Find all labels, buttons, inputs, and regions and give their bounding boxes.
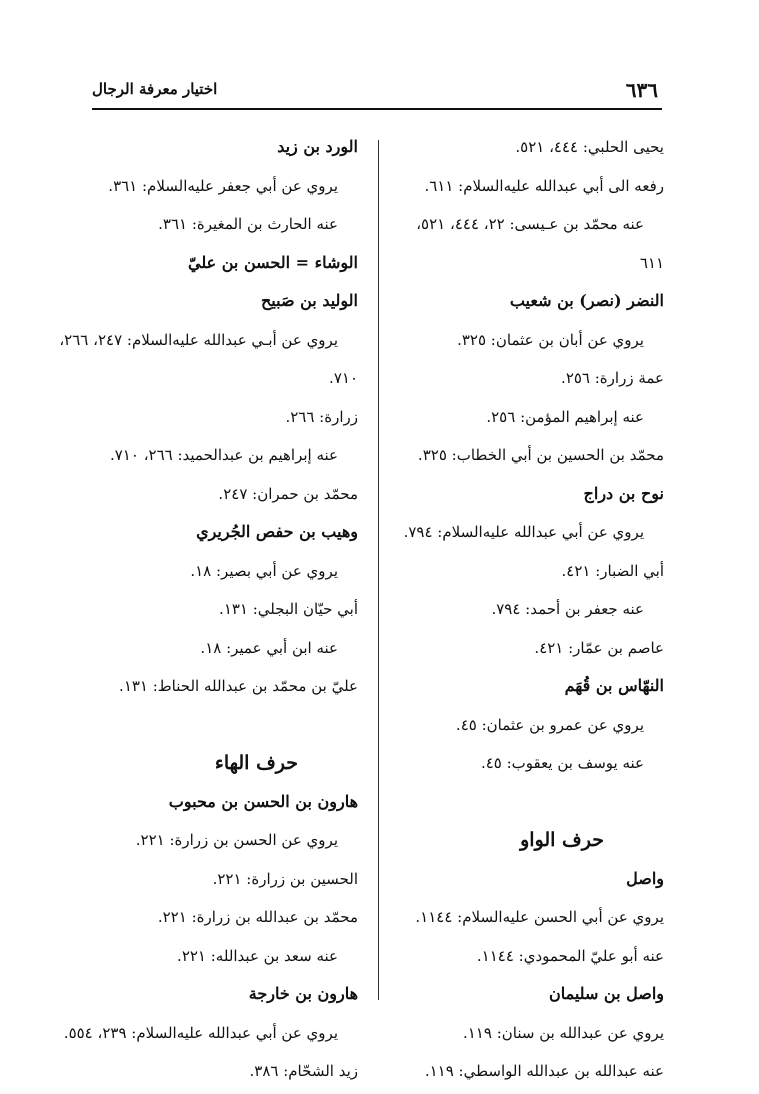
right-column (392, 128, 664, 1091)
index-line: عنه محمّد بن عـيسى: ٢٢، ٤٤٤، ٥٢١، (416, 215, 644, 233)
index-line: محمّد بن حمران: ٢٤٧. (218, 484, 358, 503)
index-line: يروي عن عمرو بن عثمان: ٤٥. (455, 715, 644, 734)
index-line: يروي عن الحسن بن زرارة: ٢٢١. (135, 831, 338, 849)
index-line: محمّد بن عبدالله بن زرارة: ٢٢١. (157, 908, 358, 926)
index-line: عمة زرارة: ٢٥٦. (561, 369, 664, 387)
entry-heading: واصل (626, 868, 664, 888)
entry-heading: وهيب بن حفص الجُريري (196, 522, 358, 541)
index-line: الحسين بن زرارة: ٢٢١. (212, 869, 358, 888)
entry-heading: هارون بن الحسن بن محبوب (168, 791, 358, 811)
index-line: زيد الشحّام: ٣٨٦. (249, 1062, 358, 1080)
page-header (92, 78, 662, 108)
blank-line (96, 706, 358, 745)
index-line: يروي عن أبـي عبدالله عليه‌السلام: ٢٤٧، ٢٦٦، (59, 330, 338, 349)
index-line: يروي عن أبي بصير: ١٨. (190, 561, 338, 580)
section-heading: حرف الهاء (214, 752, 298, 774)
blank-line (392, 783, 664, 822)
book-title: اختيار معرفة الرجال (92, 80, 218, 98)
index-line: عليّ بن محمّد بن عبدالله الحناط: ١٣١. (119, 677, 358, 695)
page-number: ٦٣٦ (625, 78, 658, 102)
index-line: عنه ابن أبي عمير: ١٨. (200, 638, 338, 657)
index-line: ٦١١ (639, 253, 664, 272)
header-rule (92, 108, 662, 110)
index-line: زرارة: ٢٦٦. (285, 407, 358, 426)
entry-heading: الوليد بن صَبيح (260, 291, 358, 310)
index-line: عنه إبراهيم المؤمن: ٢٥٦. (486, 407, 644, 426)
index-line: عنه الحارث بن المغيرة: ٣٦١. (158, 215, 338, 233)
index-line: رفعه الى أبي عبدالله عليه‌السلام: ٦١١. (424, 176, 664, 195)
section-heading: حرف الواو (520, 829, 604, 851)
entry-heading: النهّاس بن قُهَم (564, 676, 664, 695)
entry-heading: هارون بن خارجة (248, 984, 358, 1003)
entry-heading: النضر (نصر) بن شعيب (509, 291, 664, 310)
index-line: عنه سعد بن عبدالله: ٢٢١. (177, 946, 338, 965)
index-line: يروي عن أبي جعفر عليه‌السلام: ٣٦١. (108, 176, 338, 195)
entry-heading: واصل بن سليمان (548, 984, 664, 1003)
index-line: ٧١٠. (329, 369, 358, 387)
index-line: أبي حيّان البجلي: ١٣١. (219, 600, 358, 618)
index-line: عنه جعفر بن أحمد: ٧٩٤. (491, 600, 644, 618)
index-line: عنه يوسف بن يعقوب: ٤٥. (480, 754, 644, 772)
index-line: عنه أبو عليّ المحمودي: ١١٤٤. (476, 946, 664, 965)
column-divider (378, 140, 379, 1000)
index-line: يحيى الحلبي: ٤٤٤، ٥٢١. (515, 138, 664, 156)
index-line: يروي عن عبدالله بن سنان: ١١٩. (462, 1023, 664, 1042)
entry-heading: الوشاء = الحسن بن عليّ (188, 252, 358, 272)
index-line: يروي عن أبي عبدالله عليه‌السلام: ٧٩٤. (403, 523, 644, 541)
left-column (59, 128, 358, 1091)
entry-heading: الورد بن زيد (277, 137, 358, 156)
index-line: يروي عن أبي الحسن عليه‌السلام: ١١٤٤. (415, 908, 664, 926)
index-line: عنه إبراهيم بن عبدالحميد: ٢٦٦، ٧١٠. (109, 446, 338, 464)
index-line: يروي عن أبي عبدالله عليه‌السلام: ٢٣٩، ٥٥٤. (63, 1023, 338, 1042)
index-line: عاصم بن عمّار: ٤٢١. (534, 638, 664, 657)
entry-heading: نوح بن دراج (583, 483, 664, 503)
index-line: محمّد بن الحسين بن أبي الخطاب: ٣٢٥. (417, 446, 664, 464)
index-line: أبي الضبار: ٤٢١. (561, 561, 664, 580)
index-line: يروي عن أبان بن عثمان: ٣٢٥. (457, 330, 644, 349)
index-line: عنه عبدالله بن عبدالله الواسطي: ١١٩. (424, 1062, 664, 1080)
